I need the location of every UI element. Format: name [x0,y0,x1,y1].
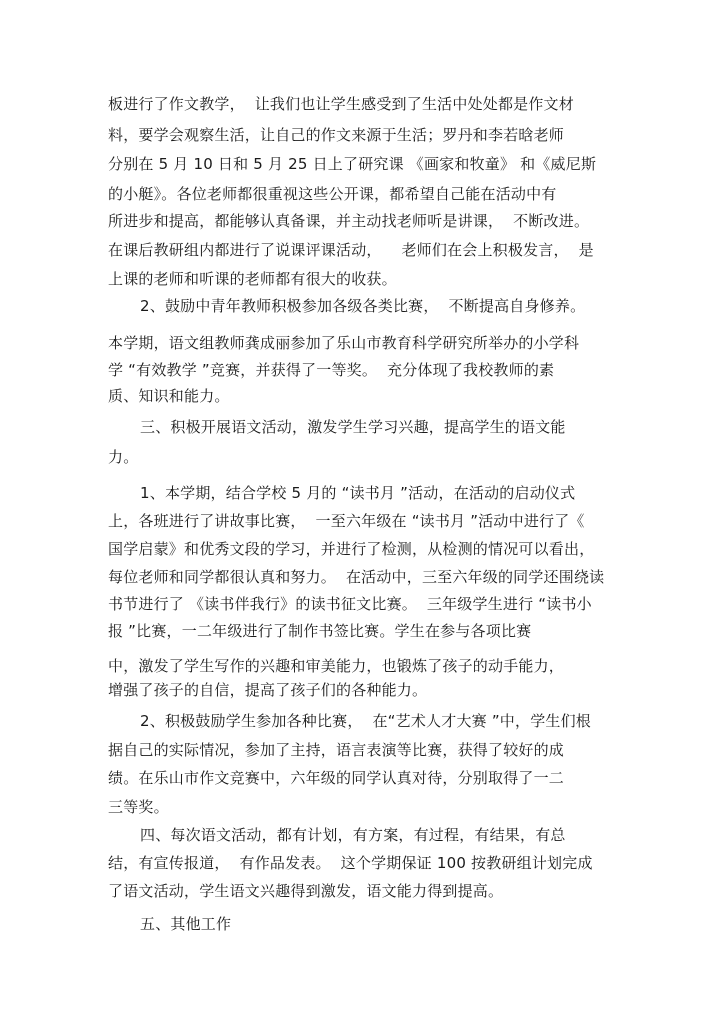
paragraph-start: 四、每次语文活动，都有计划，有方案，有过程，有结果，有总 [140,826,566,844]
text-line-20: 中，激发了学生写作的兴趣和审美能力，也锻炼了孩子的动手能力， [108,657,565,675]
section-item-heading: 2、鼓励中青年教师积极参加各级各类比赛， 不断提高自身修养。 [140,297,586,315]
section-heading: 三、积极开展语文活动，激发学生学习兴趣，提高学生的语文能 [140,418,566,436]
text-line-28: 了语文活动，学生语文兴趣得到激发，语文能力得到提高。 [108,882,504,900]
text-line-1: 板进行了作文教学， 让我们也让学生感受到了生活中处处都是作文材 [108,95,574,113]
text-line-6: 在课后教研组内都进行了说课评课活动， 老师们在会上积极发言， 是 [108,241,594,259]
text-line-5: 所进步和提高，都能够认真备课，并主动找老师听是讲课， 不断改进。 [108,212,590,230]
text-line-18: 书节进行了 《读书伴我行》的读书征文比赛。 三年级学生进行 “读书小 [108,595,592,613]
text-line-15: 上，各班进行了讲故事比赛， 一至六年级在 “读书月 ”活动中进行了《 [108,512,585,530]
text-line-9: 本学期，语文组教师龚成丽参加了乐山市教育科学研究所举办的小学科 [108,334,580,352]
section-heading: 五、其他工作 [140,915,232,933]
text-line-25: 三等奖。 [108,798,169,816]
text-line-27: 结，有宣传报道， 有作品发表。 这个学期保证 100 按教研组计划完成 [108,854,593,872]
text-line-3: 分别在 5 月 10 日和 5 月 25 日上了研究课 《画家和牧童》 和《威尼斯 [108,155,597,173]
text-line-13: 力。 [108,448,139,466]
text-line-2: 料，要学会观察生活，让自己的作文来源于生活；罗丹和李若晗老师 [108,126,565,144]
text-line-16: 国学启蒙》和优秀文段的学习，并进行了检测，从检测的情况可以看出， [108,540,595,558]
paragraph-start: 2、积极鼓励学生参加各种比赛， 在“艺术人才大赛 ”中，学生们根 [140,712,591,730]
text-line-19: 报 ”比赛，一二年级进行了制作书签比赛。学生在参与各项比赛 [108,622,532,640]
text-line-4: 的小艇》。各位老师都很重视这些公开课，都希望自己能在活动中有 [108,185,557,203]
text-line-21: 增强了孩子的自信，提高了孩子们的各种能力。 [108,681,428,699]
text-line-11: 质、知识和能力。 [108,387,230,405]
paragraph-start: 1、本学期，结合学校 5 月的 “读书月 ”活动，在活动的启动仪式 [140,484,576,502]
text-line-23: 据自己的实际情况，参加了主持，语言表演等比赛，获得了较好的成 [108,741,565,759]
text-line-17: 每位老师和同学都很认真和努力。 在活动中，三至六年级的同学还围绕读 [108,568,605,586]
text-line-10: 学 “有效教学 ”竞赛，并获得了一等奖。 充分体现了我校教师的素 [108,361,555,379]
text-line-7: 上课的老师和听课的老师都有很大的收获。 [108,270,397,288]
text-line-24: 绩。在乐山市作文竞赛中，六年级的同学认真对待，分别取得了一二 [108,769,565,787]
